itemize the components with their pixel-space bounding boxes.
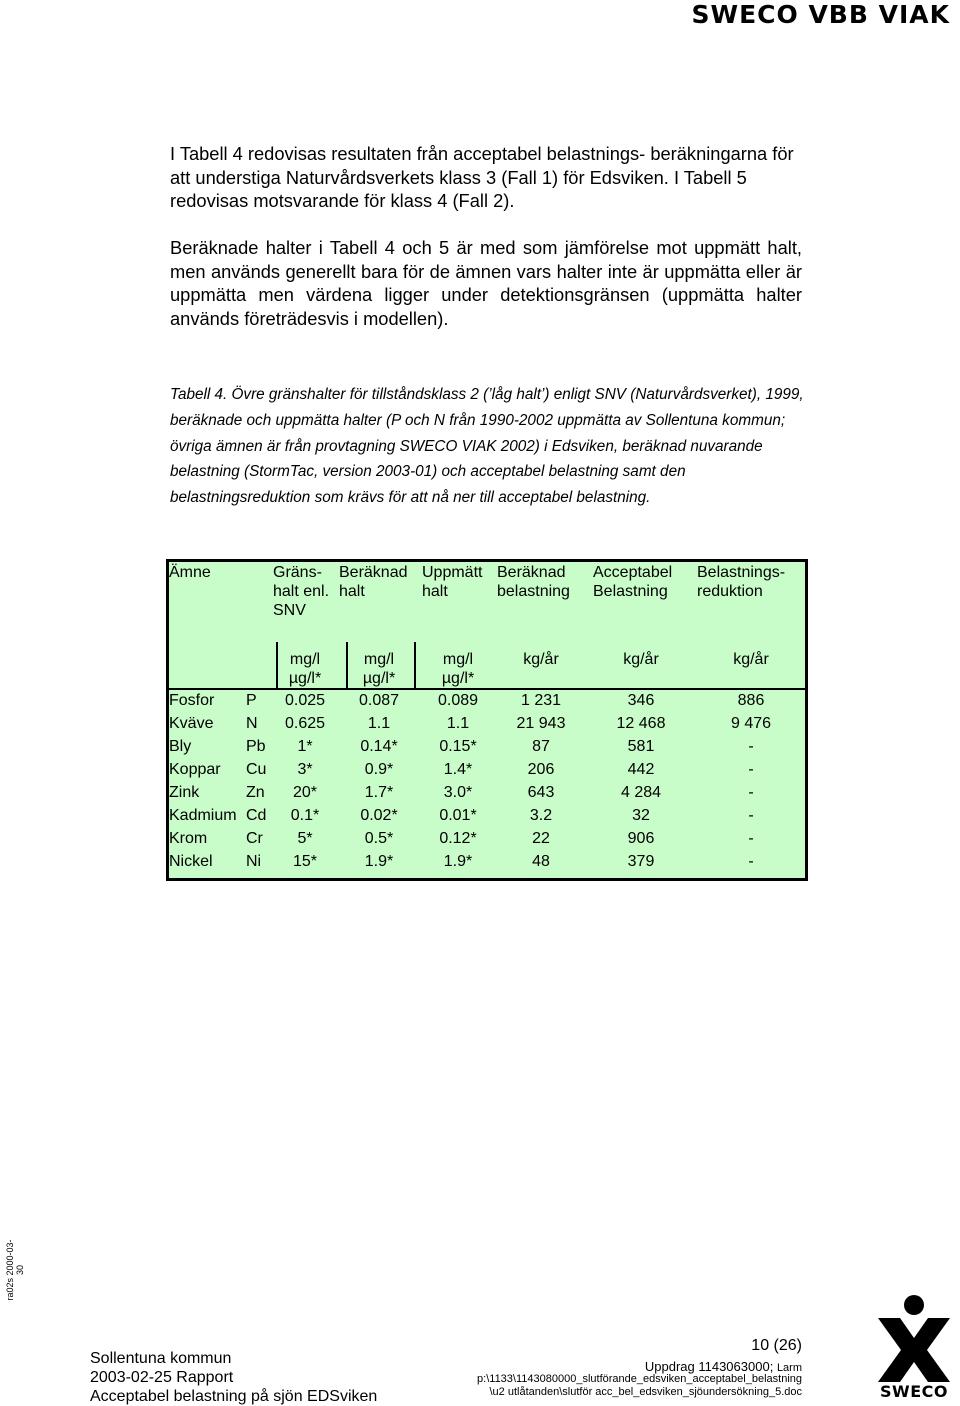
row-belastning: 206 — [527, 761, 555, 778]
col-header-reduktion: Belastnings-reduktion — [697, 564, 786, 600]
row-belastning: 87 — [532, 738, 550, 755]
side-document-code: ra02s 2000-03-30 — [5, 1239, 25, 1301]
row-belastning: 48 — [532, 853, 550, 870]
footer-file-name: \u2 utlåtanden\slutför acc_bel_edsviken_sjöundersökning_5.doc — [489, 1386, 802, 1398]
row-name: Koppar — [169, 761, 221, 778]
row-acceptabel: 32 — [632, 807, 650, 824]
unit-grans-ug: µg/l* — [288, 670, 322, 687]
row-acceptabel: 379 — [627, 853, 655, 870]
row-beraknad: 1.1 — [367, 715, 391, 732]
row-belastning: 22 — [532, 830, 550, 847]
row-acceptabel: 12 468 — [616, 715, 666, 732]
row-acceptabel: 442 — [627, 761, 655, 778]
row-grans: 15* — [292, 853, 318, 870]
row-symbol: Cu — [246, 761, 267, 778]
unit-beraknad: mg/l — [363, 651, 395, 668]
row-symbol: Cr — [246, 830, 263, 847]
table-row — [169, 562, 805, 878]
row-beraknad: 0.5* — [364, 830, 394, 847]
row-reduktion: - — [748, 830, 754, 847]
row-uppmatt: 1.1 — [446, 715, 470, 732]
row-name: Krom — [169, 830, 208, 847]
row-symbol: Zn — [246, 784, 265, 801]
row-symbol: Cd — [246, 807, 267, 824]
row-beraknad: 0.02* — [360, 807, 398, 824]
row-name: Fosfor — [169, 692, 215, 709]
row-grans: 5* — [297, 830, 313, 847]
row-beraknad: 1.9* — [364, 853, 394, 870]
footer-client: Sollentuna kommun — [90, 1350, 232, 1367]
row-acceptabel: 906 — [627, 830, 655, 847]
row-name: Zink — [169, 784, 200, 801]
row-name: Kväve — [169, 715, 214, 732]
row-belastning: 21 943 — [516, 715, 566, 732]
row-acceptabel: 4 284 — [620, 784, 662, 801]
header-brand: SWECO VBB VIAK — [691, 0, 950, 29]
unit-uppmatt: mg/l — [442, 651, 474, 668]
row-symbol: P — [246, 692, 257, 709]
row-symbol: N — [246, 715, 258, 732]
row-belastning: 1 231 — [520, 692, 562, 709]
row-grans: 3* — [297, 761, 313, 778]
row-reduktion: - — [748, 853, 754, 870]
row-symbol: Ni — [246, 853, 262, 870]
assignment-number: Uppdrag 1143063000; — [644, 1359, 774, 1374]
row-beraknad: 0.14* — [360, 738, 398, 755]
row-reduktion: - — [748, 807, 754, 824]
unit-beraknad-ug: µg/l* — [362, 670, 396, 687]
row-reduktion: - — [748, 784, 754, 801]
col-header-beraknad-halt: Beräknad halt — [339, 564, 408, 600]
method-paragraph: Beräknade halter i Tabell 4 och 5 är med som jämförelse mot uppmätt halt, men används generellt bara för de ämnen vars halter inte är uppmätta eller är uppmätta men värdena ligger under detektionsgränsen (uppmätta halter används företrädesvis i modellen). — [170, 237, 802, 329]
row-beraknad: 0.9* — [364, 761, 394, 778]
row-beraknad: 0.087 — [358, 692, 400, 709]
row-grans: 0.625 — [284, 715, 326, 732]
unit-reduktion: kg/år — [733, 651, 769, 668]
row-reduktion: 886 — [737, 692, 765, 709]
footer-date-report: 2003-02-25 Rapport — [90, 1369, 234, 1386]
row-acceptabel: 346 — [627, 692, 655, 709]
row-name: Nickel — [169, 853, 213, 870]
results-table — [166, 559, 808, 881]
row-acceptabel: 581 — [627, 738, 655, 755]
unit-uppmatt-ug: µg/l* — [441, 670, 475, 687]
row-reduktion: - — [748, 738, 754, 755]
row-grans: 1* — [297, 738, 313, 755]
row-uppmatt: 3.0* — [443, 784, 473, 801]
row-uppmatt: 0.12* — [439, 830, 477, 847]
row-uppmatt: 0.15* — [439, 738, 477, 755]
unit-belastning: kg/år — [523, 651, 559, 668]
row-reduktion: - — [748, 761, 754, 778]
row-belastning: 643 — [527, 784, 555, 801]
intro-paragraph: I Tabell 4 redovisas resultaten från acceptabel belastnings- beräkningarna för att understiga Naturvårdsverkets klass 3 (Fall 1) för Edsviken. I Tabell 5 redovisas motsvarande för klass 4 (Fall 2). — [170, 143, 794, 211]
row-uppmatt: 0.01* — [439, 807, 477, 824]
row-uppmatt: 1.4* — [443, 761, 473, 778]
sweco-logo-text: SWECO — [880, 1382, 948, 1401]
table-caption: Tabell 4. Övre gränshalter för tillståndsklass 2 (’låg halt’) enligt SNV (Naturvårdsverket), 1999, beräknade och uppmätta halter (P och N från 1990-2002 uppmätta av Sollentuna kommun; övriga ämnen är från provtagning SWECO VIAK 2002) i Edsviken, beräknad nuvarande belastning (StormTac, version 2003-01) och acceptabel belastning samt den belastningsreduktion som krävs för att nå ner till acceptabel belastning. — [170, 386, 804, 507]
row-grans: 0.1* — [290, 807, 320, 824]
col-header-acceptabel-belastning: Acceptabel Belastning — [593, 564, 673, 600]
row-uppmatt: 1.9* — [443, 853, 473, 870]
col-header-amne: Ämne — [169, 564, 211, 581]
unit-grans: mg/l — [289, 651, 321, 668]
col-header-grans: Gräns-halt enl. SNV — [273, 564, 330, 619]
row-beraknad: 1.7* — [364, 784, 394, 801]
sweco-logo-icon — [872, 1294, 956, 1382]
col-header-uppmatt-halt: Uppmätt halt — [422, 564, 483, 600]
row-reduktion: 9 476 — [730, 715, 772, 732]
col-header-beraknad-belastning: Beräknad belastning — [497, 564, 570, 600]
sweco-logo — [872, 1294, 956, 1404]
row-uppmatt: 0.089 — [437, 692, 479, 709]
row-symbol: Pb — [246, 738, 266, 755]
unit-acceptabel: kg/år — [623, 651, 659, 668]
row-grans: 20* — [292, 784, 318, 801]
footer-file-path: p:\1133\1143080000_slutförande_edsviken_acceptabel_belastning — [477, 1373, 802, 1385]
row-belastning: 3.2 — [529, 807, 553, 824]
page-number: 10 (26) — [751, 1337, 802, 1354]
row-name: Kadmium — [169, 807, 237, 824]
footer-document-title: Acceptabel belastning på sjön EDSviken — [90, 1388, 378, 1405]
assignment-author: Larm — [776, 1362, 802, 1374]
row-name: Bly — [169, 738, 192, 755]
row-grans: 0.025 — [284, 692, 326, 709]
